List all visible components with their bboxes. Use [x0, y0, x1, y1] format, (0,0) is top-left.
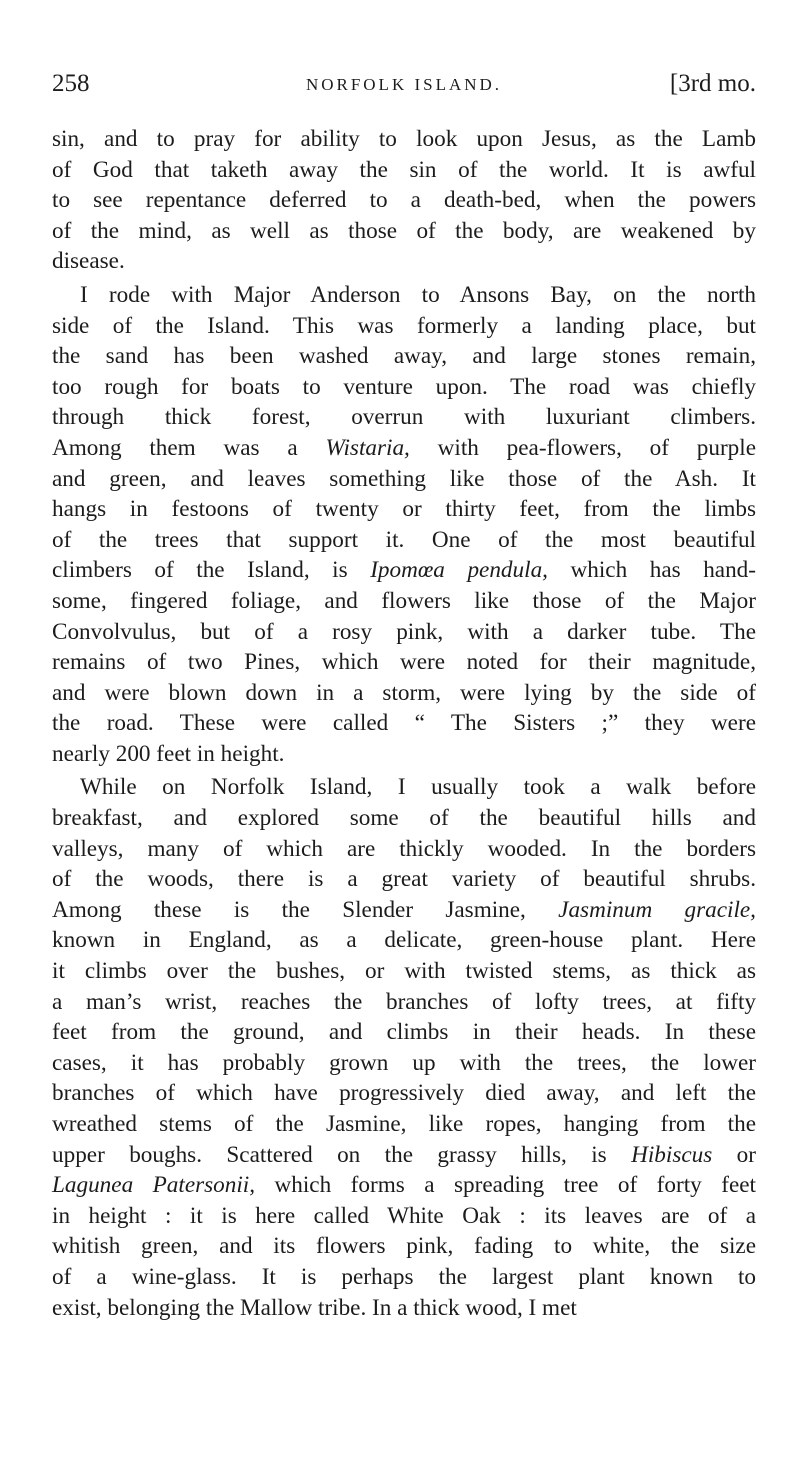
text-line — [52, 1293, 756, 1324]
text-line — [52, 708, 756, 739]
text-segment: feet from the ground, and climbs in their heads. In these — [52, 1019, 756, 1046]
text-segment: which has hand- — [547, 557, 757, 584]
text-line — [52, 1262, 756, 1293]
text-line — [52, 678, 756, 709]
text-line — [52, 124, 756, 155]
text-line — [52, 739, 756, 770]
text-line — [52, 772, 756, 803]
text-segment: some, fingered foliage, and flowers like those of the Major — [52, 587, 756, 614]
text-line — [52, 895, 756, 926]
italic-species-name: Lagunea Patersonii, — [52, 1172, 256, 1199]
text-line — [52, 1078, 756, 1109]
text-segment: a man’s wrist, reaches the branches of lofty trees, at fifty — [52, 988, 756, 1015]
text-segment: exist, belonging the Mallow tribe. In a thick wood, I met — [52, 1294, 577, 1321]
body-text — [52, 124, 756, 1323]
text-line — [52, 864, 756, 895]
text-line — [52, 803, 756, 834]
text-line — [52, 341, 756, 372]
text-line — [52, 185, 756, 216]
text-segment: cases, it has probably grown up with the trees, the lower — [52, 1049, 756, 1076]
text-line — [52, 1109, 756, 1140]
text-segment: Convolvulus, but of a rosy pink, with a darker tube. The — [52, 618, 756, 645]
text-segment: through thick forest, overrun with luxuriant climbers. — [52, 404, 756, 431]
text-line — [52, 925, 756, 956]
text-segment: to see repentance deferred to a death-bed, when the powers — [52, 187, 756, 214]
text-segment: of the woods, there is a great variety of beautiful shrubs. — [52, 866, 756, 893]
paragraph — [52, 280, 756, 770]
text-segment: Among these is the Slender Jasmine, — [52, 896, 559, 923]
month-marker: [3rd mo. — [669, 70, 756, 97]
text-segment: disease. — [52, 248, 125, 275]
text-line — [52, 956, 756, 987]
text-line — [52, 555, 756, 586]
text-line — [52, 280, 756, 311]
text-segment: which forms a spreading tree of forty feet — [255, 1172, 756, 1199]
text-line — [52, 216, 756, 247]
page-number: 258 — [52, 70, 90, 97]
text-line — [52, 494, 756, 525]
paragraph — [52, 772, 756, 1323]
text-segment: the sand has been washed away, and large stones remain, — [52, 343, 756, 370]
text-line — [52, 834, 756, 865]
text-line — [52, 647, 756, 678]
text-segment: in height : it is here called White Oak : its leaves are of a — [52, 1202, 756, 1229]
text-segment: known in England, as a delicate, green-house plant. Here — [52, 927, 756, 954]
text-segment: upper boughs. Scattered on the grassy hills, is — [52, 1141, 632, 1168]
text-line — [52, 433, 756, 464]
italic-species-name: Wistaria, — [325, 434, 410, 461]
running-title: NORFOLK ISLAND. — [305, 75, 503, 94]
text-segment: and were blown down in a storm, were lying by the side of — [52, 679, 756, 706]
italic-species-name: Ipomœa pendula, — [370, 557, 548, 584]
text-line — [52, 464, 756, 495]
text-segment: side of the Island. This was formerly a landing place, but — [52, 312, 756, 339]
text-line — [52, 372, 756, 403]
page-header — [52, 70, 756, 106]
text-segment: it climbs over the bushes, or with twisted stems, as thick as — [52, 958, 756, 985]
text-line — [52, 1017, 756, 1048]
text-line — [52, 1201, 756, 1232]
text-line — [52, 586, 756, 617]
text-line — [52, 1048, 756, 1079]
paragraph — [52, 124, 756, 277]
text-segment: Among them was a — [52, 434, 326, 461]
text-segment: sin, and to pray for ability to look upon Jesus, as the Lamb — [52, 126, 756, 152]
text-line — [52, 402, 756, 433]
text-segment: and green, and leaves something like those of the Ash. It — [52, 465, 756, 492]
text-segment: I rode with Major Anderson to Ansons Bay, on the north — [80, 281, 756, 308]
text-segment: of a wine-glass. It is perhaps the largest plant known to — [52, 1263, 756, 1290]
text-line — [52, 1231, 756, 1262]
text-segment: of the trees that support it. One of the most beautiful — [52, 526, 756, 553]
text-line — [52, 155, 756, 186]
text-segment: climbers of the Island, is — [52, 557, 371, 584]
text-segment: valleys, many of which are thickly wooded. In the borders — [52, 835, 756, 862]
text-segment: remains of two Pines, which were noted for their magnitude, — [52, 649, 756, 676]
text-segment: whitish green, and its flowers pink, fading to white, the size — [52, 1233, 756, 1260]
text-segment: or — [712, 1141, 756, 1168]
text-line — [52, 525, 756, 556]
text-line — [52, 1170, 756, 1201]
text-segment: branches of which have progressively died away, and left the — [52, 1080, 756, 1107]
text-segment: While on Norfolk Island, I usually took a walk before — [80, 774, 756, 801]
text-line — [52, 1140, 756, 1171]
text-segment: the road. These were called “ The Sisters ;” they were — [52, 710, 756, 737]
text-segment: of the mind, as well as those of the body, are weakened by — [52, 217, 756, 244]
text-line — [52, 246, 756, 277]
text-segment: breakfast, and explored some of the beautiful hills and — [52, 805, 756, 832]
italic-species-name: Jasminum gracile, — [558, 896, 756, 923]
text-line — [52, 617, 756, 648]
text-segment: too rough for boats to venture upon. The road was chiefly — [52, 373, 756, 400]
text-segment: wreathed stems of the Jasmine, like ropes, hanging from the — [52, 1111, 756, 1137]
text-segment: with pea-flowers, of purple — [409, 434, 757, 461]
text-segment: of God that taketh away the sin of the world. It is awful — [52, 156, 756, 183]
text-line — [52, 311, 756, 342]
text-segment: hangs in festoons of twenty or thirty feet, from the limbs — [52, 496, 756, 523]
text-line — [52, 987, 756, 1018]
italic-species-name: Hibiscus — [631, 1141, 713, 1168]
text-segment: nearly 200 feet in height. — [52, 740, 285, 767]
